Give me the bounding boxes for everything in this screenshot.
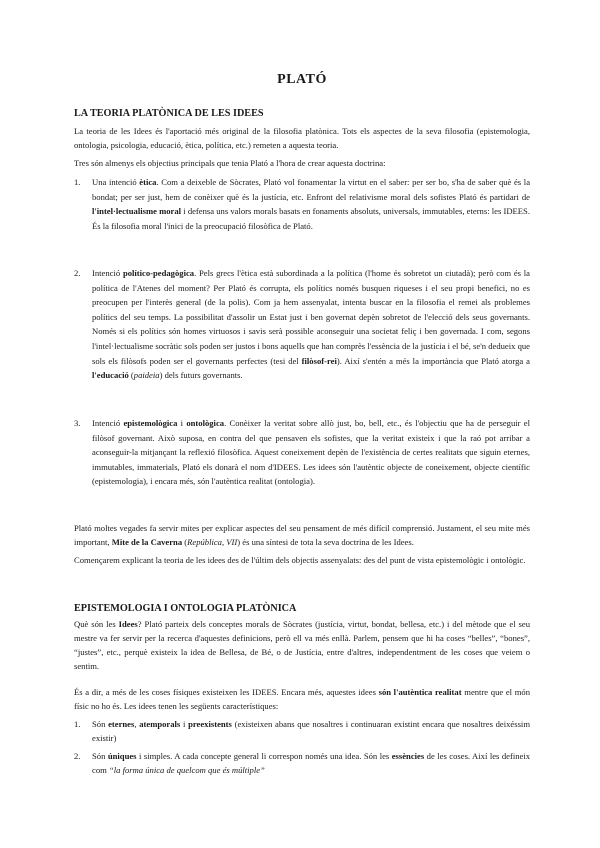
feature-text: Són eternes, atemporals i preexistents (existeixen abans que nosaltres i continuaran existint encara que nosaltres deixéssim existir) (92, 719, 530, 744)
objectives-lead: Tres són almenys els objectius principals que tenia Plató a l'hora de crear aquesta doctrina: (74, 158, 386, 168)
objective-text: Intenció epistemològica i ontològica. Conèixer la veritat sobre allò just, bo, bell, etc., és l'objectiu que ha de perseguir el filòsof governant. Això suposa, en contra del que pensaven els sofistes, que la veritat existeix i que la raó pot arribar a aconseguir-la mitjançant la reflexió filosòfica. Aquest coneixement depèn de l'existència de certes realitats que siguin eternes, immutables, immaterials, Plató els donarà el nom d'IDEES. Les idees són l'autèntic objecte de coneixement, objecte científic (epistemologia), i encara més, són l'autèntica realitat (ontologia). (92, 418, 531, 487)
list-number: 1. (74, 719, 81, 729)
myths-paragraph: Plató moltes vegades fa servir mites per explicar aspectes del seu pensament de més difícil comprensió. Justament, el seu mite més important, Mite de la Caverna (República, VII) és una síntesi de tota la seva doctrina de les Idees. (74, 523, 530, 547)
list-number: 2. (74, 751, 81, 761)
objective-item-ethics (74, 175, 531, 233)
feature-item-eternal (74, 717, 530, 745)
ideas-reality-paragraph: És a dir, a més de les coses físiques existeixen les IDEES. Encara més, aquestes idees són l'autèntica realitat mentre que el món físic no ho és. Les idees tenen les següents característiques: (74, 687, 531, 711)
feature-item-unique (74, 749, 530, 777)
list-number: 2. (74, 268, 81, 278)
list-number: 1. (74, 177, 81, 187)
page-title: PLATÓ (277, 72, 327, 87)
list-number: 3. (74, 418, 81, 428)
intro-paragraph: La teoria de les Idees és l'aportació més original de la filosofia platònica. Tots els aspectes de la seva filosofia (epistemologia, ontologia, psicologia, educació, ètica, política, etc.) remeten a aquesta teoria. (74, 126, 530, 150)
feature-text: Són úniques i simples. A cada concepte general li correspon només una idea. Són les essències de les coses. Així les defineix com “la forma única de quelcom que és múltiple” (92, 751, 530, 776)
start-paragraph: Començarem explicant la teoria de les idees des de l'últim dels objectis assenyalats: des del punt de vista epistemològic i ontològic. (74, 555, 526, 565)
section-heading-epistemology: EPISTEMOLOGIA I ONTOLOGIA PLATÒNICA (74, 603, 297, 614)
objective-item-political (74, 266, 530, 383)
ideas-question-paragraph: Què són les Idees? Plató parteix dels conceptes morals de Sòcrates (justícia, virtut, bondat, bellesa, etc.) i del mètode que el seu mestre va fer servir per la recerca d'aquestes definicions, però ell va més enllà. Parlem, pensem que hi ha coses “belles”, “bones”, “justes”, etc., perquè existeix la idea de Bellesa, de Bé, o de Justícia, entre d'altres, independentment de les coses que veiem o sentim. (74, 619, 531, 671)
objective-text: Una intenció ètica. Com a deixeble de Sòcrates, Plató vol fonamentar la virtut en el saber: per ser bo, s'ha de saber què és la bondat; per ser just, hem de conèixer què és la justícia, etc. Enfront del relativisme moral dels sofistes Plató és partidari de l'intel·lectualisme moral i defensa uns valors morals basats en fonaments absoluts, universals, immutables, eterns: les IDEES. És la filosofia moral l'inici de la preocupació filosòfica de Plató. (92, 177, 531, 231)
objective-item-epistemological (74, 416, 531, 489)
objective-text: Intenció político-pedagògica. Pels grecs l'ètica està subordinada a la política (l'home és sobretot un ciutadà); però com és la política de l'Atenes del moment? Per Plató és corrupta, els polítics només busquen riqueses i el seu propi benefici, no es preocupen per l'interès general (de la polis). Com ja hem assenyalat, intenta buscar en la filosofia el remei als problemes polítics del seu temps. La possibilitat d'assolir un Estat just i ben governat depèn sobretot de l'elecció dels seus governants. Només si els polítics són homes virtuosos i savis serà possible aconseguir una societat feliç i ben governada. I com, segons l'intel·lectualisme socràtic sols poden ser justos i bons aquells que han comprès l'essència de la justícia i el bé, se'n dedueix que sols els filòsofs poden ser el governants perfectes (tesi del filòsof-rei). Així s'entén a més la importància que Plató atorga a l'educació (paideia) dels futurs governants. (92, 268, 530, 381)
section-heading-ideas: LA TEORIA PLATÒNICA DE LES IDEES (74, 108, 264, 119)
